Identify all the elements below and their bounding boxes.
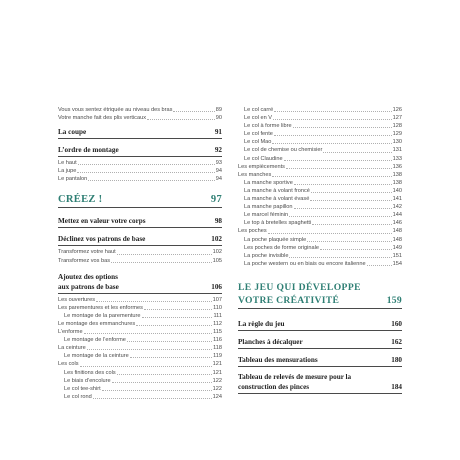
toc-entry-title: Les empiècements: [238, 163, 285, 170]
toc-entry-la-ceinture[interactable]: [58, 344, 222, 352]
dot-leader: [289, 216, 392, 217]
toc-entry-les-empiecements[interactable]: [238, 163, 402, 171]
toc-page-number: 144: [392, 212, 402, 219]
section-rule: [58, 227, 222, 228]
dot-leader: [127, 341, 212, 342]
part-heading-le-jeu[interactable]: [238, 282, 402, 307]
dot-leader: [84, 333, 213, 334]
toc-entry-le-col-carre[interactable]: [238, 106, 402, 114]
toc-page-number: 92: [214, 146, 222, 155]
toc-page-number: 129: [392, 131, 402, 138]
toc-entry-title: Mettez en valeur votre corps: [58, 217, 146, 226]
toc-entry-title: La règle du jeu: [238, 319, 285, 328]
dot-leader: [307, 241, 391, 242]
toc-entry-title: Le col tee-shirt: [64, 385, 101, 392]
toc-page-number: 127: [392, 115, 402, 122]
section-tableau-releves[interactable]: [238, 373, 402, 392]
toc-page-number: 107: [212, 296, 222, 303]
toc-entry-title: aux patrons de base: [58, 282, 119, 291]
dot-leader: [320, 249, 392, 250]
dot-leader: [87, 349, 212, 350]
toc-entry-title: La poche plaquée simple: [244, 236, 307, 243]
toc-entry-title: CRÉEZ !: [58, 194, 103, 206]
dot-leader: [289, 257, 391, 258]
dot-leader: [286, 168, 392, 169]
dot-leader: [273, 119, 392, 120]
heading-line-1: Ajoutez des options: [58, 272, 118, 281]
toc-page-number: 148: [392, 228, 402, 235]
dot-leader: [88, 180, 215, 181]
toc-entry-le-col-mao[interactable]: [238, 138, 402, 146]
section-ajoutez-des-options-line-2[interactable]: [58, 282, 222, 292]
spacer: [238, 268, 402, 282]
toc-page-number: 118: [213, 345, 222, 352]
section-rule: [238, 330, 402, 331]
toc-page-number: 180: [391, 355, 402, 364]
toc-entry-les-cols[interactable]: [58, 360, 222, 368]
dot-leader: [311, 192, 392, 193]
toc-page-number: 133: [392, 155, 402, 162]
dot-leader: [312, 224, 391, 225]
spacer: [58, 265, 222, 273]
toc-entry-le-col-tee-shirt[interactable]: [58, 385, 222, 393]
toc-entry-title: Le col Mao: [244, 139, 272, 146]
toc-page-number: 94: [215, 168, 222, 175]
toc-entry-le-pantalon[interactable]: [58, 175, 222, 183]
toc-entry-la-poche-invisible[interactable]: [238, 252, 402, 260]
toc-entry-title: Transformez vos bas: [58, 257, 111, 264]
toc-entry-le-col-en-v[interactable]: [238, 114, 402, 122]
toc-entry-title: La manche à volant froncé: [244, 187, 310, 194]
toc-entry-title: Le col de chemise ou chemisier: [244, 147, 323, 154]
toc-entry-le-biais-d-encolure[interactable]: [58, 377, 222, 385]
dot-leader: [80, 366, 212, 367]
toc-entry-le-marcel-feminin[interactable]: [238, 211, 402, 219]
toc-page-number: 115: [213, 329, 222, 336]
dot-leader: [136, 325, 212, 326]
heading-line-1: Tableau de relevés de mesure pour la: [238, 372, 352, 381]
toc-column-left: [58, 106, 222, 401]
section-rule: [238, 393, 402, 394]
section-tableau-mensurations[interactable]: [238, 355, 402, 365]
toc-entry-title: Le montage de l’enforme: [64, 337, 126, 344]
toc-page-number: 138: [392, 179, 402, 186]
toc-page-number: 154: [392, 260, 402, 267]
toc-entry-le-haut[interactable]: [58, 159, 222, 167]
dot-leader: [142, 317, 213, 318]
section-la-coupe[interactable]: [58, 127, 222, 137]
toc-page-number: 131: [392, 147, 402, 154]
toc-page-number: 94: [215, 176, 222, 183]
toc-entry-les-finitions-des-cols[interactable]: [58, 369, 222, 377]
dot-leader: [78, 164, 215, 165]
dot-leader: [112, 382, 212, 383]
toc-entry-les-parementures-et-les-enformes[interactable]: [58, 304, 222, 312]
toc-entry-title: L’ordre de montage: [58, 146, 119, 155]
toc-entry-title: Le col en V: [244, 115, 272, 122]
dot-leader: [284, 160, 392, 161]
toc-page-number: 124: [212, 393, 222, 400]
toc-entry-la-poche-plaquee-simple[interactable]: [238, 236, 402, 244]
toc-entry-title: Tableau des mensurations: [238, 355, 318, 364]
toc-entry-title: Les parementures et les enformes: [58, 304, 143, 311]
toc-entry-le-col-rond[interactable]: [58, 393, 222, 401]
toc-page-number: 138: [392, 171, 402, 178]
toc-entry-title: La manche papillon: [244, 204, 293, 211]
dot-leader: [117, 374, 212, 375]
heading-line-1: LE JEU QUI DÉVELOPPE: [238, 281, 361, 293]
toc-entry-title: Le montage de la parementure: [64, 312, 141, 319]
toc-page-number: 141: [392, 196, 402, 203]
section-mettez-en-valeur[interactable]: [58, 216, 222, 226]
toc-page-number: 93: [215, 160, 222, 167]
toc-page-number: 102: [211, 235, 222, 244]
toc-page-number: 89: [215, 107, 222, 113]
toc-page-number: 110: [213, 304, 222, 311]
toc-entry-title: Le pantalon: [58, 176, 88, 183]
dot-leader: [117, 254, 212, 255]
dot-leader: [274, 111, 391, 112]
toc-page-number: 105: [212, 257, 222, 264]
section-rule: [58, 293, 222, 294]
toc-entry-le-montage-des-emmanchures[interactable]: [58, 320, 222, 328]
toc-page-number: 111: [213, 312, 222, 319]
toc-page-number: 102: [212, 249, 222, 256]
section-rule: [238, 366, 402, 367]
toc-entry-la-manche-a-volant-fronce[interactable]: [238, 187, 402, 195]
toc-page-number: 159: [386, 294, 402, 306]
section-planches[interactable]: [238, 337, 402, 347]
toc-page-number: 148: [392, 236, 402, 243]
dot-leader: [144, 309, 212, 310]
toc-page-number: 122: [212, 385, 222, 392]
toc-entry-title: Les manches: [238, 171, 272, 178]
toc-entry-la-poche-western-ou-en-biais-ou-encore-italienne[interactable]: [238, 260, 402, 268]
toc-entry-votre-manche-fait-des-plis-verticaux[interactable]: [58, 114, 222, 122]
toc-entry-title: Les cols: [58, 361, 79, 368]
toc-entry-title: La ceinture: [58, 345, 86, 352]
toc-page-number: 151: [392, 252, 402, 259]
toc-entry-title: Les poches: [238, 228, 267, 235]
toc-entry-title: La coupe: [58, 128, 87, 137]
toc-page-number: 140: [392, 187, 402, 194]
toc-entry-le-top-a-bretelles-spaghetti[interactable]: [238, 219, 402, 227]
section-tableau-releves-line-2[interactable]: [238, 382, 402, 392]
toc-entry-title: La poche western ou en biais ou encore italienne: [244, 260, 366, 267]
toc-entry-le-montage-de-la-ceinture[interactable]: [58, 352, 222, 360]
dot-leader: [310, 200, 391, 201]
toc-entry-title: Vous vous sentez étriquée au niveau des bras: [58, 107, 173, 113]
toc-entry-title: VOTRE CRÉATIVITÉ: [238, 294, 340, 306]
toc-entry-title: Le haut: [58, 160, 77, 167]
toc-page-number: 126: [392, 107, 402, 113]
toc-page-number: 162: [391, 337, 402, 346]
toc-entry-title: Les ouvertures: [58, 296, 96, 303]
toc-entry-title: Le montage des emmanchures: [58, 320, 136, 327]
toc-page-number: 146: [392, 220, 402, 227]
dot-leader: [77, 172, 214, 173]
dot-leader: [367, 265, 392, 266]
toc-page-number: 97: [210, 194, 222, 206]
toc-entry-title: Transformez votre haut: [58, 249, 116, 256]
toc-entry-la-manche-sportive[interactable]: [238, 179, 402, 187]
toc-page-number: 121: [212, 361, 222, 368]
dot-leader: [274, 135, 392, 136]
toc-entry-title: Les poches de forme originale: [244, 244, 319, 251]
toc-entry-title: La jupe: [58, 168, 77, 175]
toc-page-number: 149: [392, 244, 402, 251]
dot-leader: [173, 111, 214, 112]
toc-entry-title: Le biais d’encolure: [64, 377, 111, 384]
toc-entry-les-poches-de-forme-originale[interactable]: [238, 244, 402, 252]
toc-entry-vous-vous-sentez-etriquee-au-niveau-des-bras[interactable]: [58, 106, 222, 114]
toc-entry-title: La poche invisible: [244, 252, 289, 259]
toc-entry-title: Les finitions des cols: [64, 369, 116, 376]
dot-leader: [93, 398, 212, 399]
toc-page-number: 90: [215, 115, 222, 122]
toc-entry-title: Le col carré: [244, 107, 274, 113]
toc-page-number: 106: [211, 282, 222, 291]
toc-entry-la-manche-papillon[interactable]: [238, 203, 402, 211]
toc-entry-title: Le col à forme libre: [244, 123, 292, 130]
toc-entry-title: Votre manche fait des plis verticaux: [58, 115, 146, 122]
dot-leader: [268, 233, 392, 234]
toc-page-number: 122: [212, 377, 222, 384]
toc-entry-title: Le col Claudine: [244, 155, 283, 162]
toc-entry-title: Le montage de la ceinture: [64, 353, 129, 360]
toc-entry-le-montage-de-la-parementure[interactable]: [58, 312, 222, 320]
toc-entry-les-ouvertures[interactable]: [58, 296, 222, 304]
toc-entry-title: Déclinez vos patrons de base: [58, 235, 146, 244]
section-ajoutez-des-options[interactable]: [58, 273, 222, 292]
toc-entry-le-col-a-forme-libre[interactable]: [238, 122, 402, 130]
dot-leader: [294, 208, 392, 209]
toc-entry-le-montage-de-l-enforme[interactable]: [58, 336, 222, 344]
toc-page-number: 184: [391, 382, 402, 391]
dot-leader: [96, 301, 212, 302]
toc-entry-title: Le top à bretelles spaghetti: [244, 220, 312, 227]
toc-entry-title: La manche à volant évasé: [244, 196, 310, 203]
toc-page-number: 130: [392, 139, 402, 146]
toc-page-number: 112: [213, 320, 222, 327]
toc-column-right: [238, 106, 402, 392]
toc-entry-title: Le col rond: [64, 393, 92, 400]
toc-page-number: 91: [214, 128, 222, 137]
toc-entry-title: Le col fente: [244, 131, 273, 138]
toc-entry-transformez-vos-bas[interactable]: [58, 257, 222, 265]
toc-entry-le-col-fente[interactable]: [238, 130, 402, 138]
spacer: [58, 183, 222, 193]
dot-leader: [102, 390, 212, 391]
toc-page-number: 116: [213, 337, 222, 344]
toc-entry-le-col-de-chemise-ou-chemisier[interactable]: [238, 146, 402, 154]
toc-entry-les-poches[interactable]: [238, 227, 402, 235]
section-rule: [58, 245, 222, 246]
toc-entry-le-col-claudine[interactable]: [238, 155, 402, 163]
section-rule: [58, 207, 222, 208]
section-rule: [58, 156, 222, 157]
dot-leader: [294, 184, 392, 185]
toc-entry-l-enforme[interactable]: [58, 328, 222, 336]
dot-leader: [272, 176, 391, 177]
part-heading-le-jeu-line-2[interactable]: [238, 294, 402, 307]
toc-entry-title: L’enforme: [58, 329, 83, 336]
dot-leader: [130, 357, 212, 358]
section-ordre-de-montage[interactable]: [58, 145, 222, 155]
toc-entry-title: Le marcel féminin: [244, 212, 289, 219]
toc-entry-title: La manche sportive: [244, 179, 293, 186]
toc-page-number: 119: [213, 353, 222, 360]
dot-leader: [323, 152, 391, 153]
dot-leader: [272, 143, 391, 144]
toc-entry-transformez-votre-haut[interactable]: [58, 248, 222, 256]
toc-page-number: 98: [214, 217, 222, 226]
section-rule: [58, 138, 222, 139]
toc-entry-la-manche-a-volant-evase[interactable]: [238, 195, 402, 203]
section-regle-du-jeu[interactable]: [238, 319, 402, 329]
toc-entry-title: Planches à décalquer: [238, 337, 303, 346]
part-heading-creez[interactable]: [58, 193, 222, 206]
toc-entry-la-jupe[interactable]: [58, 167, 222, 175]
dot-leader: [293, 127, 392, 128]
toc-entry-les-manches[interactable]: [238, 171, 402, 179]
toc-page-number: 142: [392, 204, 402, 211]
toc-entry-title: construction des pinces: [238, 382, 310, 391]
dot-leader: [111, 262, 212, 263]
toc-page-number: 136: [392, 163, 402, 170]
toc-page-number: 128: [392, 123, 402, 130]
dot-leader: [147, 119, 215, 120]
section-rule: [238, 308, 402, 309]
section-declinez[interactable]: [58, 234, 222, 244]
section-rule: [238, 348, 402, 349]
toc-page-number: 121: [212, 369, 222, 376]
toc-page-number: 160: [391, 319, 402, 328]
